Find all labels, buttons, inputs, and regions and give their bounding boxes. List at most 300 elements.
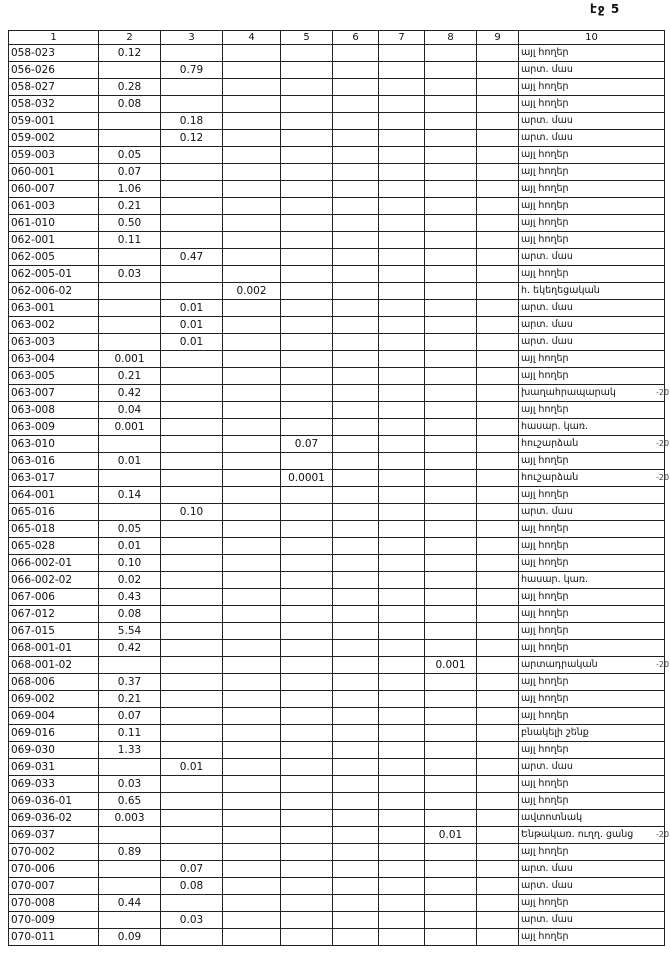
col5-value-cell (281, 504, 333, 521)
col9-value-cell (477, 521, 519, 538)
col6-value-cell (333, 759, 379, 776)
col4-value-cell (223, 861, 281, 878)
col8-value-cell (425, 895, 477, 912)
col5-value-cell (281, 79, 333, 96)
table-row (9, 827, 665, 844)
col7-value-cell (379, 657, 425, 674)
page-number: էջ 5 (590, 2, 621, 16)
col3-value-cell (161, 351, 223, 368)
col8-value-cell (425, 96, 477, 113)
parcel-code-cell: 059-002 (9, 130, 99, 147)
col3-value-cell (161, 470, 223, 487)
col6-value-cell (333, 912, 379, 929)
col9-value-cell (477, 487, 519, 504)
margin-annotation: -20 (656, 473, 670, 482)
col3-value-cell (161, 368, 223, 385)
col5-value-cell (281, 232, 333, 249)
col7-value-cell (379, 878, 425, 895)
parcel-code-cell: 060-007 (9, 181, 99, 198)
parcel-code-cell: 063-009 (9, 419, 99, 436)
col5-value-cell (281, 606, 333, 623)
col8-value-cell (425, 776, 477, 793)
land-type-cell: այլ հողեր (519, 742, 665, 759)
col6-value-cell (333, 62, 379, 79)
col9-value-cell (477, 96, 519, 113)
col8-value-cell (425, 453, 477, 470)
land-type-cell: արտ. մաս (519, 759, 665, 776)
col2-value-cell: 0.001 (99, 419, 161, 436)
margin-annotation: -20 (656, 388, 670, 397)
col4-value-cell (223, 130, 281, 147)
col9-value-cell (477, 861, 519, 878)
col6-value-cell (333, 130, 379, 147)
col8-value-cell (425, 300, 477, 317)
col2-value-cell (99, 317, 161, 334)
table-row (9, 300, 665, 317)
col3-value-cell (161, 521, 223, 538)
col4-value-cell (223, 572, 281, 589)
col6-value-cell (333, 878, 379, 895)
parcel-code-cell: 069-002 (9, 691, 99, 708)
col5-value-cell (281, 521, 333, 538)
col8-value-cell (425, 249, 477, 266)
col3-value-cell (161, 929, 223, 946)
table-row (9, 45, 665, 62)
col5-value-cell (281, 266, 333, 283)
col4-value-cell (223, 334, 281, 351)
table-row (9, 453, 665, 470)
col2-value-cell (99, 912, 161, 929)
table-row (9, 691, 665, 708)
land-type-cell: այլ հողեր (519, 181, 665, 198)
land-type-cell: Ենթակառ. ուղղ. ցանց (519, 827, 665, 844)
col6-value-cell (333, 419, 379, 436)
col7-value-cell (379, 810, 425, 827)
col9-value-cell (477, 62, 519, 79)
col2-value-cell (99, 436, 161, 453)
land-type-cell: արտ. մաս (519, 300, 665, 317)
col8-value-cell (425, 606, 477, 623)
col5-value-cell (281, 283, 333, 300)
col7-value-cell (379, 453, 425, 470)
col7-value-cell (379, 776, 425, 793)
land-type-cell: ավտոտնակ (519, 810, 665, 827)
col7-value-cell (379, 79, 425, 96)
col4-value-cell (223, 96, 281, 113)
parcel-code-cell: 062-005 (9, 249, 99, 266)
col4-value-cell (223, 470, 281, 487)
parcel-code-cell: 068-001-01 (9, 640, 99, 657)
col6-value-cell (333, 861, 379, 878)
land-type-cell: արտ. մաս (519, 878, 665, 895)
col5-value-cell (281, 657, 333, 674)
col-header: 1 (9, 31, 99, 45)
col8-value-cell (425, 521, 477, 538)
col6-value-cell (333, 895, 379, 912)
col5-value-cell (281, 912, 333, 929)
col5-value-cell (281, 827, 333, 844)
table-row (9, 810, 665, 827)
col8-value-cell (425, 334, 477, 351)
col8-value-cell (425, 878, 477, 895)
col5-value-cell (281, 300, 333, 317)
col8-value-cell (425, 504, 477, 521)
col7-value-cell (379, 300, 425, 317)
col4-value-cell (223, 147, 281, 164)
col4-value-cell (223, 300, 281, 317)
col4-value-cell (223, 623, 281, 640)
col4-value-cell (223, 521, 281, 538)
col7-value-cell (379, 708, 425, 725)
land-type-cell: այլ հողեր (519, 45, 665, 62)
parcel-code-cell: 063-005 (9, 368, 99, 385)
col4-value-cell (223, 317, 281, 334)
col9-value-cell (477, 895, 519, 912)
table-row (9, 912, 665, 929)
col2-value-cell: 0.44 (99, 895, 161, 912)
col8-value-cell (425, 164, 477, 181)
col6-value-cell (333, 504, 379, 521)
col5-value-cell (281, 385, 333, 402)
parcel-code-cell: 058-032 (9, 96, 99, 113)
col8-value-cell (425, 861, 477, 878)
land-type-cell: խաղահրապարակ (519, 385, 665, 402)
col3-value-cell (161, 555, 223, 572)
col9-value-cell (477, 759, 519, 776)
land-type-cell: այլ հողեր (519, 266, 665, 283)
col3-value-cell (161, 402, 223, 419)
table-row (9, 351, 665, 368)
parcel-code-cell: 062-001 (9, 232, 99, 249)
col3-value-cell: 0.12 (161, 130, 223, 147)
col7-value-cell (379, 283, 425, 300)
col2-value-cell: 0.09 (99, 929, 161, 946)
col9-value-cell (477, 453, 519, 470)
col4-value-cell (223, 691, 281, 708)
col7-value-cell (379, 844, 425, 861)
col4-value-cell (223, 606, 281, 623)
col5-value-cell (281, 181, 333, 198)
land-type-cell: այլ հողեր (519, 555, 665, 572)
col4-value-cell (223, 674, 281, 691)
col8-value-cell (425, 181, 477, 198)
col8-value-cell (425, 555, 477, 572)
col6-value-cell (333, 181, 379, 198)
col9-value-cell (477, 555, 519, 572)
col6-value-cell (333, 725, 379, 742)
land-type-cell: հուշարձան (519, 470, 665, 487)
col2-value-cell (99, 470, 161, 487)
col2-value-cell: 0.001 (99, 351, 161, 368)
col4-value-cell (223, 504, 281, 521)
col4-value-cell (223, 487, 281, 504)
col-header: 9 (477, 31, 519, 45)
col9-value-cell (477, 181, 519, 198)
col6-value-cell (333, 317, 379, 334)
col-header: 3 (161, 31, 223, 45)
col4-value-cell (223, 368, 281, 385)
col8-value-cell (425, 674, 477, 691)
col6-value-cell (333, 164, 379, 181)
col7-value-cell (379, 351, 425, 368)
col3-value-cell (161, 147, 223, 164)
col9-value-cell (477, 572, 519, 589)
table-row (9, 623, 665, 640)
col9-value-cell (477, 708, 519, 725)
col2-value-cell: 0.03 (99, 266, 161, 283)
land-type-cell: այլ հողեր (519, 198, 665, 215)
col5-value-cell (281, 368, 333, 385)
parcel-code-cell: 060-001 (9, 164, 99, 181)
col6-value-cell (333, 742, 379, 759)
col8-value-cell (425, 912, 477, 929)
col2-value-cell: 0.89 (99, 844, 161, 861)
col7-value-cell (379, 113, 425, 130)
col5-value-cell (281, 453, 333, 470)
col2-value-cell: 0.14 (99, 487, 161, 504)
col9-value-cell (477, 912, 519, 929)
col4-value-cell (223, 827, 281, 844)
col9-value-cell (477, 793, 519, 810)
col4-value-cell (223, 912, 281, 929)
col6-value-cell (333, 691, 379, 708)
col4-value-cell (223, 351, 281, 368)
table-row (9, 62, 665, 79)
col5-value-cell (281, 402, 333, 419)
col9-value-cell (477, 674, 519, 691)
col4-value-cell (223, 385, 281, 402)
col8-value-cell (425, 640, 477, 657)
col6-value-cell (333, 929, 379, 946)
col9-value-cell (477, 317, 519, 334)
parcel-code-cell: 067-006 (9, 589, 99, 606)
col2-value-cell: 0.02 (99, 572, 161, 589)
parcel-code-cell: 063-010 (9, 436, 99, 453)
col7-value-cell (379, 793, 425, 810)
col6-value-cell (333, 453, 379, 470)
col3-value-cell (161, 232, 223, 249)
col7-value-cell (379, 368, 425, 385)
col6-value-cell (333, 385, 379, 402)
col5-value-cell (281, 759, 333, 776)
col5-value-cell (281, 317, 333, 334)
table-row (9, 606, 665, 623)
parcel-code-cell: 064-001 (9, 487, 99, 504)
col5-value-cell (281, 538, 333, 555)
col7-value-cell (379, 589, 425, 606)
col9-value-cell (477, 436, 519, 453)
col2-value-cell: 0.21 (99, 691, 161, 708)
land-type-cell: արտադրական (519, 657, 665, 674)
land-type-cell: այլ հողեր (519, 215, 665, 232)
parcel-code-cell: 065-018 (9, 521, 99, 538)
col3-value-cell (161, 606, 223, 623)
col2-value-cell: 0.01 (99, 538, 161, 555)
col3-value-cell (161, 776, 223, 793)
table-row (9, 657, 665, 674)
table-row (9, 249, 665, 266)
col3-value-cell: 0.79 (161, 62, 223, 79)
land-type-cell: այլ հողեր (519, 538, 665, 555)
col9-value-cell (477, 334, 519, 351)
col5-value-cell (281, 895, 333, 912)
col8-value-cell (425, 759, 477, 776)
col6-value-cell (333, 623, 379, 640)
col4-value-cell (223, 538, 281, 555)
col7-value-cell (379, 674, 425, 691)
col8-value-cell (425, 45, 477, 62)
land-type-cell: արտ. մաս (519, 317, 665, 334)
table-row (9, 725, 665, 742)
col3-value-cell: 0.10 (161, 504, 223, 521)
col7-value-cell (379, 402, 425, 419)
table-row (9, 589, 665, 606)
col3-value-cell (161, 538, 223, 555)
col3-value-cell: 0.47 (161, 249, 223, 266)
col9-value-cell (477, 351, 519, 368)
land-type-cell: այլ հողեր (519, 402, 665, 419)
col9-value-cell (477, 300, 519, 317)
col5-value-cell (281, 929, 333, 946)
col7-value-cell (379, 470, 425, 487)
col3-value-cell (161, 96, 223, 113)
col2-value-cell: 0.10 (99, 555, 161, 572)
col3-value-cell (161, 283, 223, 300)
col3-value-cell (161, 266, 223, 283)
col7-value-cell (379, 147, 425, 164)
land-type-cell: այլ հողեր (519, 521, 665, 538)
col7-value-cell (379, 130, 425, 147)
col7-value-cell (379, 504, 425, 521)
col8-value-cell (425, 419, 477, 436)
col6-value-cell (333, 198, 379, 215)
col8-value-cell (425, 623, 477, 640)
col5-value-cell (281, 147, 333, 164)
table-row (9, 929, 665, 946)
parcel-code-cell: 063-004 (9, 351, 99, 368)
col2-value-cell (99, 878, 161, 895)
col5-value-cell (281, 691, 333, 708)
col4-value-cell: 0.002 (223, 283, 281, 300)
col5-value-cell (281, 810, 333, 827)
land-type-cell: այլ հողեր (519, 606, 665, 623)
col8-value-cell (425, 130, 477, 147)
col7-value-cell (379, 623, 425, 640)
col8-value-cell (425, 691, 477, 708)
col2-value-cell: 0.12 (99, 45, 161, 62)
col5-value-cell (281, 130, 333, 147)
parcel-code-cell: 062-006-02 (9, 283, 99, 300)
col2-value-cell (99, 113, 161, 130)
col5-value-cell (281, 725, 333, 742)
col9-value-cell (477, 266, 519, 283)
land-type-cell: այլ հողեր (519, 776, 665, 793)
col8-value-cell (425, 589, 477, 606)
col6-value-cell (333, 45, 379, 62)
col2-value-cell: 0.21 (99, 198, 161, 215)
col4-value-cell (223, 742, 281, 759)
table-row (9, 470, 665, 487)
parcel-code-cell: 063-001 (9, 300, 99, 317)
col6-value-cell (333, 555, 379, 572)
col9-value-cell (477, 164, 519, 181)
col4-value-cell (223, 589, 281, 606)
table-row (9, 759, 665, 776)
col9-value-cell (477, 79, 519, 96)
col5-value-cell (281, 640, 333, 657)
col9-value-cell (477, 589, 519, 606)
table-row (9, 708, 665, 725)
col2-value-cell: 0.43 (99, 589, 161, 606)
col4-value-cell (223, 929, 281, 946)
col2-value-cell: 0.03 (99, 776, 161, 793)
col7-value-cell (379, 640, 425, 657)
col6-value-cell (333, 79, 379, 96)
parcel-code-cell: 069-004 (9, 708, 99, 725)
col3-value-cell (161, 453, 223, 470)
col-header: 4 (223, 31, 281, 45)
col6-value-cell (333, 538, 379, 555)
col5-value-cell: 0.0001 (281, 470, 333, 487)
col4-value-cell (223, 555, 281, 572)
col5-value-cell (281, 793, 333, 810)
col5-value-cell (281, 742, 333, 759)
col6-value-cell (333, 113, 379, 130)
land-type-cell: այլ հողեր (519, 708, 665, 725)
col9-value-cell (477, 691, 519, 708)
col6-value-cell (333, 606, 379, 623)
col7-value-cell (379, 912, 425, 929)
table-row (9, 895, 665, 912)
col8-value-cell (425, 198, 477, 215)
col2-value-cell (99, 657, 161, 674)
col6-value-cell (333, 215, 379, 232)
col9-value-cell (477, 606, 519, 623)
parcel-code-cell: 067-015 (9, 623, 99, 640)
land-type-cell: այլ հողեր (519, 164, 665, 181)
parcel-code-cell: 066-002-01 (9, 555, 99, 572)
land-type-cell: այլ հողեր (519, 623, 665, 640)
parcel-code-cell: 058-023 (9, 45, 99, 62)
col8-value-cell (425, 810, 477, 827)
col3-value-cell (161, 589, 223, 606)
col8-value-cell (425, 470, 477, 487)
col5-value-cell (281, 96, 333, 113)
col9-value-cell (477, 929, 519, 946)
col3-value-cell (161, 674, 223, 691)
land-type-cell: այլ հողեր (519, 691, 665, 708)
col6-value-cell (333, 334, 379, 351)
header-row (9, 31, 665, 45)
col6-value-cell (333, 572, 379, 589)
col5-value-cell (281, 351, 333, 368)
land-type-cell: այլ հողեր (519, 351, 665, 368)
col9-value-cell (477, 640, 519, 657)
col6-value-cell (333, 402, 379, 419)
table-row (9, 793, 665, 810)
col4-value-cell (223, 708, 281, 725)
col6-value-cell (333, 147, 379, 164)
col8-value-cell (425, 793, 477, 810)
parcel-code-cell: 070-006 (9, 861, 99, 878)
col6-value-cell (333, 674, 379, 691)
col4-value-cell (223, 232, 281, 249)
table-row (9, 164, 665, 181)
col7-value-cell (379, 232, 425, 249)
land-type-cell: բնակելի շենք (519, 725, 665, 742)
col2-value-cell: 0.11 (99, 232, 161, 249)
col5-value-cell (281, 487, 333, 504)
